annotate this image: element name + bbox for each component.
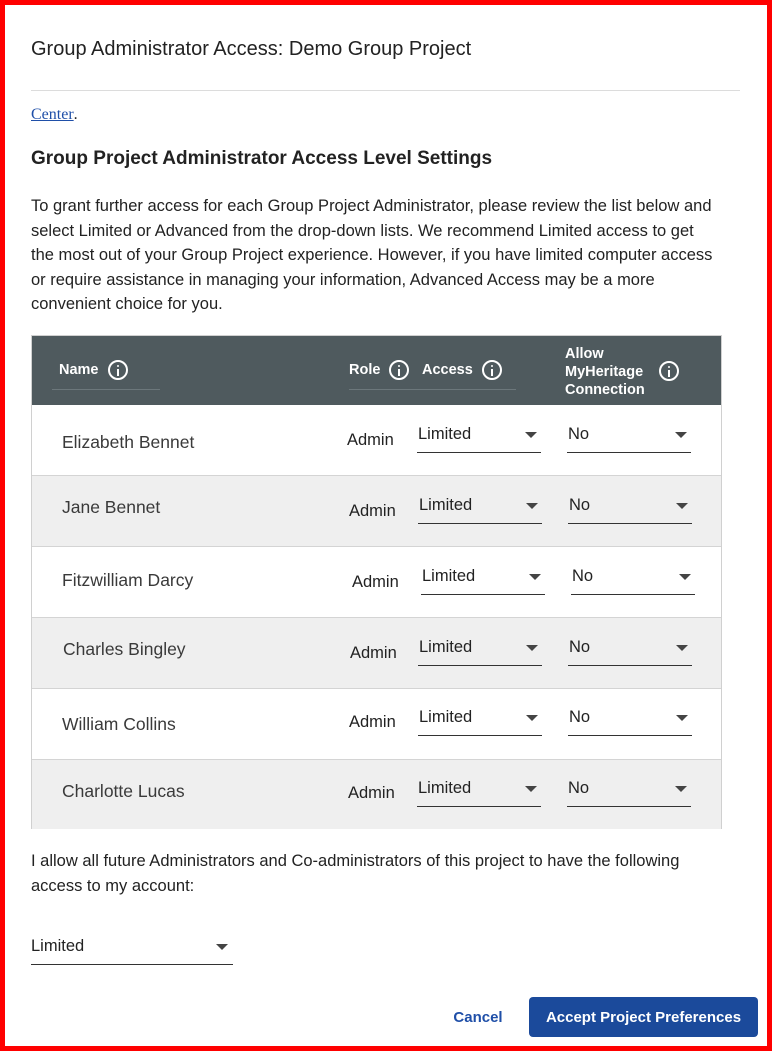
dialog-title: Group Administrator Access: Demo Group Project: [31, 38, 472, 60]
connection-value: No: [568, 425, 590, 443]
link-period: .: [73, 106, 78, 123]
header-name-underline: [52, 389, 160, 390]
header-name-label: Name: [59, 362, 99, 378]
admin-role: Admin: [352, 573, 399, 591]
chevron-down-icon: [529, 574, 541, 580]
chevron-down-icon: [675, 432, 687, 438]
access-dropdown[interactable]: [421, 565, 545, 595]
role-info-icon[interactable]: [389, 360, 409, 380]
accept-project-preferences-button[interactable]: Accept Project Preferences: [529, 997, 758, 1037]
header-connection-line3: Connection: [565, 382, 645, 398]
name-info-icon[interactable]: [108, 360, 128, 380]
chevron-down-icon: [525, 786, 537, 792]
scrolled-help-link[interactable]: [31, 106, 78, 124]
chevron-down-icon: [676, 503, 688, 509]
connection-dropdown[interactable]: [571, 565, 695, 595]
header-connection: [565, 345, 645, 399]
connection-value: No: [572, 567, 594, 585]
access-info-icon[interactable]: [482, 360, 502, 380]
chevron-down-icon: [675, 786, 687, 792]
chevron-down-icon: [525, 432, 537, 438]
admin-name: Fitzwilliam Darcy: [62, 570, 194, 590]
admin-role: Admin: [350, 644, 397, 662]
access-value: Limited: [418, 779, 472, 797]
admin-name: Charlotte Lucas: [62, 781, 185, 801]
header-access: [422, 360, 502, 380]
connection-value: No: [569, 496, 591, 514]
access-dropdown[interactable]: [418, 636, 542, 666]
connection-dropdown[interactable]: [568, 494, 692, 524]
admin-name: Jane Bennet: [62, 497, 161, 517]
chevron-down-icon: [526, 645, 538, 651]
chevron-down-icon: [676, 715, 688, 721]
connection-dropdown[interactable]: [568, 636, 692, 666]
header-connection-line2: MyHeritage: [565, 364, 644, 380]
future-admin-consent-text: I allow all future Administrators and Co-administrators of this project to have the following access to my account:: [31, 852, 680, 895]
access-dropdown[interactable]: [418, 706, 542, 736]
future-access-value: Limited: [31, 937, 85, 955]
admin-role: Admin: [349, 713, 396, 731]
table-row: [32, 405, 721, 476]
header-name: [59, 360, 128, 380]
admin-name: Charles Bingley: [63, 639, 186, 659]
access-dropdown[interactable]: [417, 777, 541, 807]
access-value: Limited: [419, 638, 473, 656]
help-center-link-text[interactable]: Center: [31, 106, 74, 123]
table-row: [32, 476, 721, 547]
admin-name: William Collins: [62, 714, 176, 734]
chevron-down-icon: [216, 944, 228, 950]
admin-role: Admin: [347, 431, 394, 449]
admin-role: Admin: [349, 502, 396, 520]
connection-dropdown[interactable]: [567, 777, 691, 807]
table-row: [32, 547, 721, 618]
table-row: [32, 618, 721, 689]
chevron-down-icon: [676, 645, 688, 651]
table-row: [32, 760, 721, 829]
header-access-label: Access: [422, 362, 473, 378]
connection-dropdown[interactable]: [568, 706, 692, 736]
access-value: Limited: [422, 567, 476, 585]
connection-info-icon[interactable]: [659, 361, 679, 381]
connection-dropdown[interactable]: [567, 423, 691, 453]
table-row: [32, 689, 721, 760]
access-value: Limited: [419, 708, 473, 726]
intro-paragraph: To grant further access for each Group Project Administrator, please review the list below and select Limited or Advanced from the drop-down lists. We recommend Limited access to get the most out of your Group Project experience. However, if you have limited computer access or require assistance in managing your information, Advanced Access may be a more convenient choice for you.: [31, 197, 713, 313]
section-heading: Group Project Administrator Access Level Settings: [31, 148, 493, 169]
admin-role: Admin: [348, 784, 395, 802]
access-value: Limited: [419, 496, 473, 514]
connection-value: No: [569, 638, 591, 656]
connection-value: No: [569, 708, 591, 726]
future-access-dropdown[interactable]: [31, 934, 233, 965]
admin-name: Elizabeth Bennet: [62, 432, 195, 452]
access-dropdown[interactable]: [417, 423, 541, 453]
chevron-down-icon: [526, 715, 538, 721]
table-header: [32, 336, 721, 405]
header-role-access-underline: [349, 389, 516, 390]
admin-access-table: [31, 335, 722, 829]
header-role-label: Role: [349, 362, 381, 378]
header-role: [349, 360, 409, 380]
chevron-down-icon: [526, 503, 538, 509]
connection-value: No: [568, 779, 590, 797]
cancel-button[interactable]: Cancel: [441, 997, 515, 1037]
header-connection-line1: Allow: [565, 346, 604, 362]
access-value: Limited: [418, 425, 472, 443]
access-dropdown[interactable]: [418, 494, 542, 524]
title-divider: [31, 90, 740, 91]
chevron-down-icon: [679, 574, 691, 580]
